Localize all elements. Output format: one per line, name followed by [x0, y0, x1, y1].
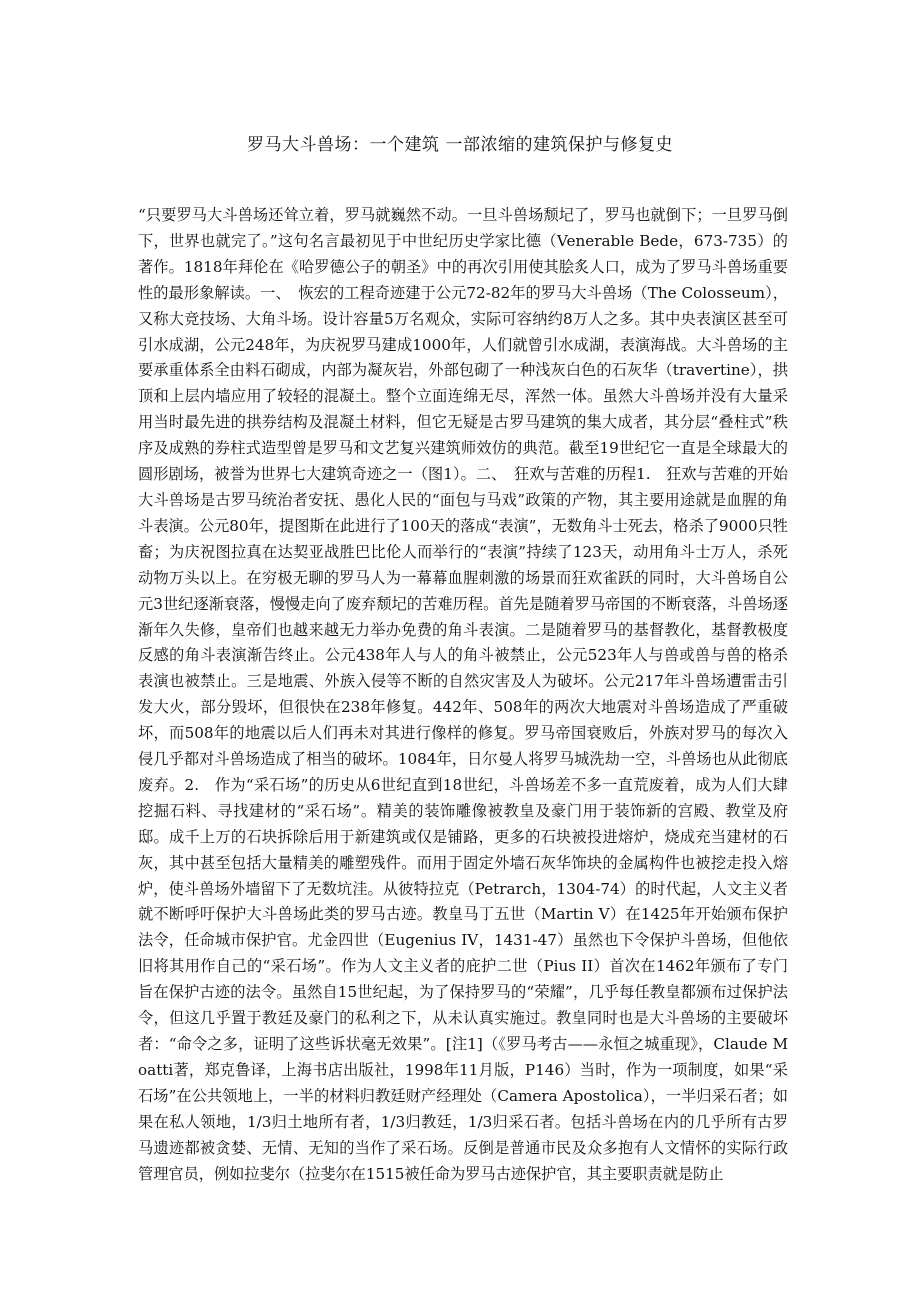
document-body-paragraph: “只要罗马大斗兽场还耸立着，罗马就巍然不动。一旦斗兽场颓圮了，罗马也就倒下；一旦罗马倒下，世界也就完了。”这句名言最初见于中世纪历史学家比德（Venerable Bede，673-735）的著作。1818年拜伦在《哈罗德公子的朝圣》中的再次引用使其脍炙人口，成为了罗马斗兽场重要性的最形象解读。一、 恢宏的工程奇迹建于公元72-82年的罗马大斗兽场（The Colosseum），又称大竞技场、大角斗场。设计容量5万名观众，实际可容纳约8万人之多。其中央表演区甚至可引水成湖，公元248年，为庆祝罗马建成1000年，人们就曾引水成湖，表演海战。大斗兽场的主要承重体系全由料石砌成，内部为凝灰岩，外部包砌了一种浅灰白色的石灰华（travertine），拱顶和上层内墙应用了较轻的混凝土。整个立面连绵无尽，浑然一体。虽然大斗兽场并没有大量采用当时最先进的拱券结构及混凝土材料，但它无疑是古罗马建筑的集大成者，其分层“叠柱式”秩序及成熟的券柱式造型曾是罗马和文艺复兴建筑师效仿的典范。截至19世纪它一直是全球最大的圆形剧场，被誉为世界七大建筑奇迹之一（图1）。二、 狂欢与苦难的历程1. 狂欢与苦难的开始大斗兽场是古罗马统治者安抚、愚化人民的“面包与马戏”政策的产物，其主要用途就是血腥的角斗表演。公元80年，提图斯在此进行了100天的落成“表演”，无数角斗士死去，格杀了9000只牲畜；为庆祝图拉真在达契亚战胜巴比伦人而举行的“表演”持续了123天，动用角斗士万人，杀死动物万头以上。在穷极无聊的罗马人为一幕幕血腥刺激的场景而狂欢雀跃的同时，大斗兽场自公元3世纪逐渐衰落，慢慢走向了废弃颓圮的苦难历程。首先是随着罗马帝国的不断衰落，斗兽场逐渐年久失修，皇帝们也越来越无力举办免费的角斗表演。二是随着罗马的基督教化，基督教极度反感的角斗表演渐告终止。公元438年人与人的角斗被禁止，公元523年人与兽或兽与兽的格杀表演也被禁止。三是地震、外族入侵等不断的自然灾害及人为破坏。公元217年斗兽场遭雷击引发大火，部分毁坏，但很快在238年修复。442年、508年的两次大地震对斗兽场造成了严重破坏，而508年的地震以后人们再未对其进行像样的修复。罗马帝国衰败后，外族对罗马的每次入侵几乎都对斗兽场造成了相当的破坏。1084年，日尔曼人将罗马城洗劫一空，斗兽场也从此彻底废弃。2. 作为“采石场”的历史从6世纪直到18世纪，斗兽场差不多一直荒废着，成为人们大肆挖掘石料、寻找建材的“采石场”。精美的装饰雕像被教皇及豪门用于装饰新的宫殿、教堂及府邸。成千上万的石块拆除后用于新建筑或仅是铺路，更多的石块被投进熔炉，烧成充当建材的石灰，其中甚至包括大量精美的雕塑残件。而用于固定外墙石灰华饰块的金属构件也被挖走投入熔炉，使斗兽场外墙留下了无数坑洼。从彼特拉克（Petrarch，1304-74）的时代起，人文主义者就不断呼吁保护大斗兽场此类的罗马古迹。教皇马丁五世（Martin V）在1425年开始颁布保护法令，任命城市保护官。尤金四世（Eugenius IV，1431-47）虽然也下令保护斗兽场，但他依旧将其用作自己的“采石场”。作为人文主义者的庇护二世（Pius II）首次在1462年颁布了专门旨在保护古迹的法令。虽然自15世纪起，为了保持罗马的“荣耀”，几乎每任教皇都颁布过保护法令，但这几乎置于教廷及豪门的私利之下，从未认真实施过。教皇同时也是大斗兽场的主要破坏者：“命令之多，证明了这些诉状毫无效果”。[注1]（《罗马考古——永恒之城重现》，Claude Moatti著，郑克鲁译，上海书店出版社，1998年11月版，P146）当时，作为一项制度，如果“采石场”在公共领地上，一半的材料归教廷财产经理处（Camera Apostolica），一半归采石者；如果在私人领地，1/3归土地所有者，1/3归教廷，1/3归采石者。包括斗兽场在内的几乎所有古罗马遗迹都被贪婪、无情、无知的当作了采石场。反倒是普通市民及众多抱有人文情怀的实际行政管理官员，例如拉斐尔（拉斐尔在1515被任命为罗马古迹保护官，其主要职责就是防止: [138, 206, 788, 1183]
document-title: 罗马大斗兽场：一个建筑 一部浓缩的建筑保护与修复史: [247, 135, 673, 155]
